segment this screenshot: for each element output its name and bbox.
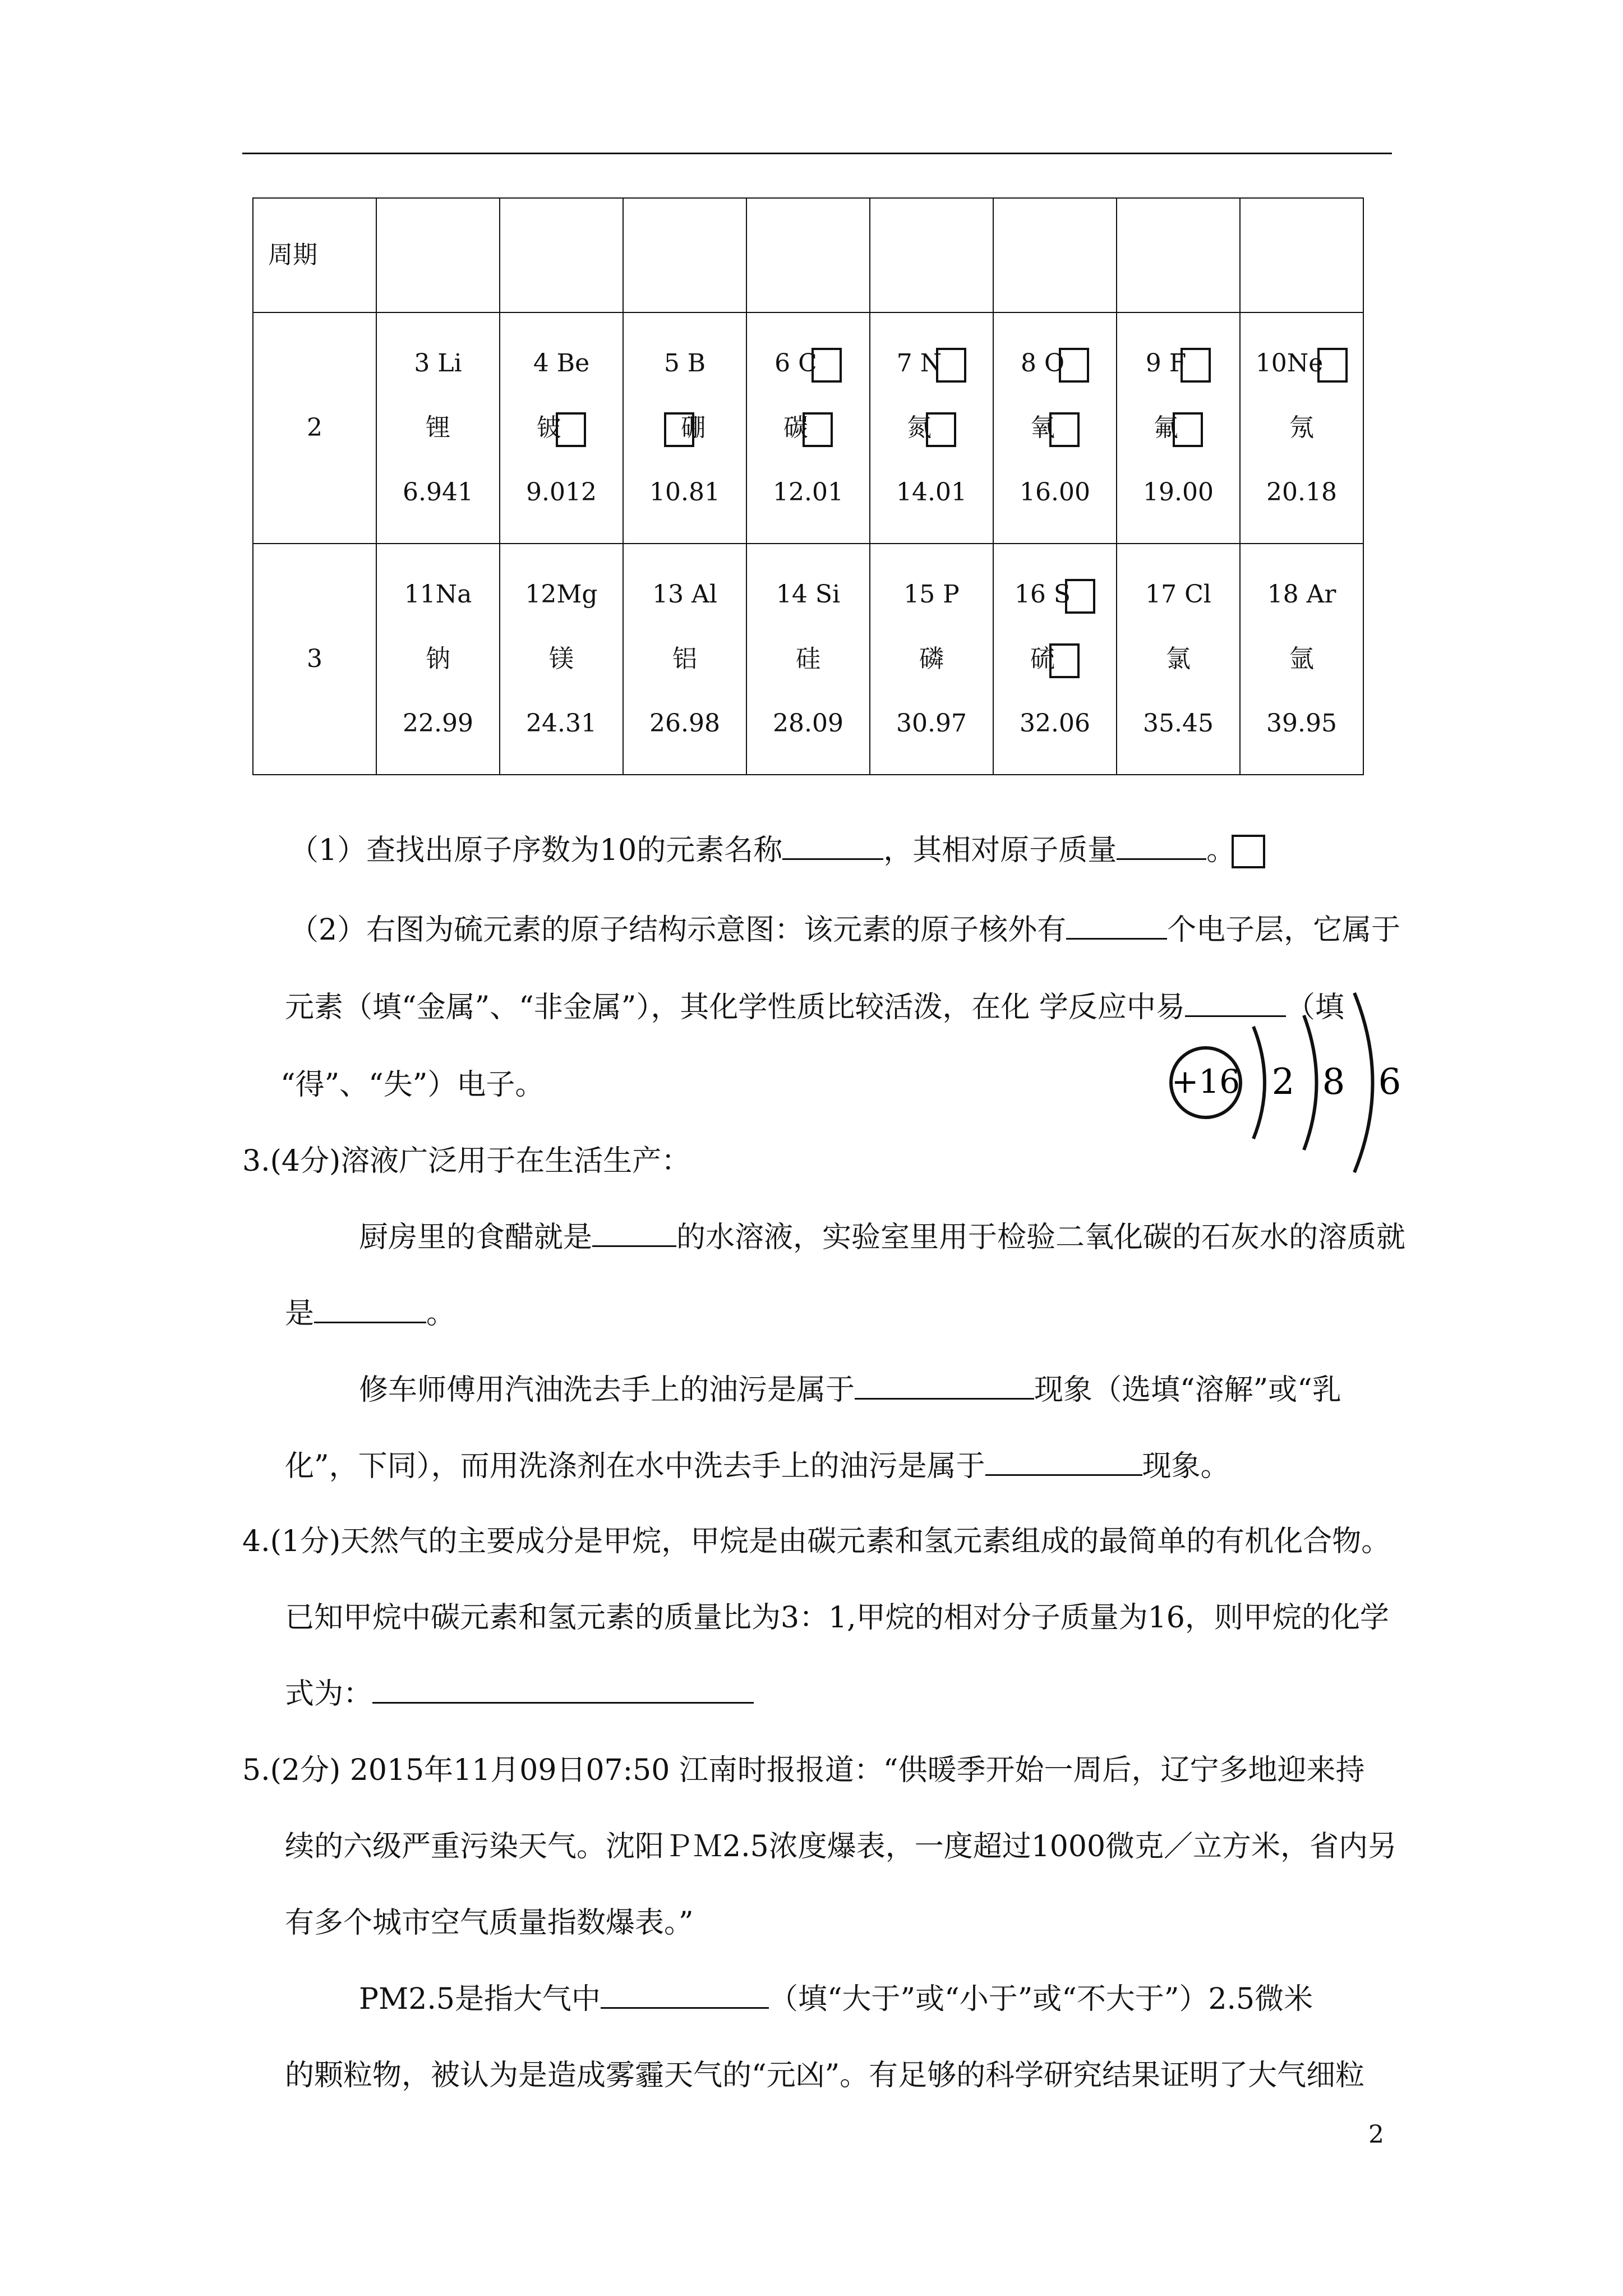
checkbox-mark xyxy=(1181,348,1211,383)
element-symbol: 5 B xyxy=(663,349,706,378)
element-name: 钠 xyxy=(426,645,450,673)
checkbox-mark xyxy=(811,348,842,383)
electron-shell-3 xyxy=(1354,993,1373,1172)
atomic-mass: 20.18 xyxy=(1266,478,1337,507)
shell-3-electrons: 6 xyxy=(1378,1061,1401,1103)
element-name: 硫 xyxy=(1030,642,1080,676)
periodic-table xyxy=(252,197,1364,775)
q5-line2: 续的六级严重污染天气。沈阳ＰＭ2.5浓度爆表，一度超过1000微克／立方米，省内另 xyxy=(285,1830,1398,1864)
q5-line1: 5.(2分) 2015年11月09日07:50 江南时报报道：“供暖季开始一周后，辽宁多地迎来持 xyxy=(242,1754,1365,1787)
atomic-mass: 22.99 xyxy=(403,709,473,738)
element-cell xyxy=(1117,544,1240,775)
element-cell xyxy=(993,312,1117,544)
element-cell xyxy=(623,312,746,544)
element-name: 碳 xyxy=(783,411,833,445)
checkbox-mark xyxy=(1317,348,1348,383)
q2-part2-line2: 元素（填“金属”、“非金属”），其化学性质比较活泼，在化 学反应中易 （填 xyxy=(285,991,1344,1024)
element-symbol: 8 O xyxy=(1021,347,1089,380)
element-name: 硼 xyxy=(664,411,706,445)
q5-line5: 的颗粒物，被认为是造成雾霾天气的“元凶”。有足够的科学研究结果证明了大气细粒 xyxy=(285,2059,1365,2092)
element-name: 铝 xyxy=(672,645,697,673)
q2-part2-line3: “得”、“失”）电子。 xyxy=(280,1068,545,1102)
q2-part1: （1）查找出原子序数为10的元素名称 ，其相对原子质量 。 xyxy=(289,834,1236,867)
element-name: 氟 xyxy=(1154,411,1203,445)
answer-blank[interactable] xyxy=(601,1985,769,2009)
checkbox-mark xyxy=(1049,643,1080,678)
electron-shell-1 xyxy=(1253,1027,1265,1139)
element-name: 氖 xyxy=(1289,413,1314,442)
atomic-mass: 14.01 xyxy=(896,478,967,507)
element-cell xyxy=(500,312,623,544)
q3-line3: 修车师傅用汽油洗去手上的油污是属于 现象（选填“溶解”或“乳 xyxy=(359,1373,1341,1407)
element-cell xyxy=(1117,312,1240,544)
checkbox-mark xyxy=(803,412,833,447)
q3-line4: 化”，下同），而用洗涤剂在水中洗去手上的油污是属于 现象。 xyxy=(285,1450,1230,1483)
element-symbol: 13 Al xyxy=(652,580,717,609)
element-cell xyxy=(376,544,500,775)
answer-blank[interactable] xyxy=(782,836,883,860)
q4-line2: 已知甲烷中碳元素和氢元素的质量比为3：1,甲烷的相对分子质量为16，则甲烷的化学 xyxy=(285,1601,1389,1635)
atomic-mass: 39.95 xyxy=(1266,709,1337,738)
element-symbol: 3 Li xyxy=(414,349,462,378)
checkbox-mark xyxy=(926,412,956,447)
checkbox-mark xyxy=(556,412,586,447)
q4-line3: 式为： xyxy=(285,1680,754,1709)
period-number: 3 xyxy=(253,544,376,775)
element-symbol: 16 S xyxy=(1015,578,1095,611)
element-name: 磷 xyxy=(919,645,944,673)
element-symbol: 4 Be xyxy=(533,349,590,378)
table-row xyxy=(253,544,1363,775)
element-name: 氩 xyxy=(1289,645,1314,673)
atomic-mass: 28.09 xyxy=(773,709,843,738)
q2-part2-line1: （2）右图为硫元素的原子结构示意图：该元素的原子核外有 个电子层，它属于 xyxy=(289,913,1401,947)
element-cell xyxy=(746,544,870,775)
atomic-mass: 19.00 xyxy=(1143,478,1214,507)
checkbox-mark xyxy=(1049,412,1080,447)
element-symbol: 18 Ar xyxy=(1267,580,1336,609)
atomic-mass: 26.98 xyxy=(649,709,720,738)
table-header-row xyxy=(253,198,1363,312)
q4-line1: 4.(1分)天然气的主要成分是甲烷，甲烷是由碳元素和氢元素组成的最简单的有机化合物。 xyxy=(242,1525,1391,1558)
answer-blank[interactable] xyxy=(314,1299,426,1323)
element-cell xyxy=(1240,544,1363,775)
q5-line3: 有多个城市空气质量指数爆表。” xyxy=(285,1906,694,1940)
atomic-mass: 35.45 xyxy=(1143,709,1214,738)
element-name: 氯 xyxy=(1166,645,1191,673)
element-symbol: 9 F xyxy=(1146,347,1211,380)
element-name: 铍 xyxy=(537,411,586,445)
checkbox-mark xyxy=(1232,835,1265,868)
page-number: 2 xyxy=(1368,2120,1384,2149)
period-header: 周期 xyxy=(253,198,376,312)
answer-blank[interactable] xyxy=(855,1375,1034,1400)
q3-line1: 厨房里的食醋就是 的水溶液，实验室里用于检验二氧化碳的石灰水的溶质就 xyxy=(359,1221,1406,1254)
element-symbol: 17 Cl xyxy=(1145,580,1211,609)
element-symbol: 10Ne xyxy=(1256,347,1348,380)
header-rule xyxy=(242,153,1392,154)
element-name: 锂 xyxy=(426,413,450,442)
element-cell xyxy=(623,544,746,775)
answer-blank[interactable] xyxy=(1066,915,1167,940)
element-symbol: 15 P xyxy=(903,580,960,609)
element-cell xyxy=(870,312,993,544)
atomic-mass: 24.31 xyxy=(526,709,597,738)
checkbox-mark xyxy=(1173,412,1203,447)
answer-blank[interactable] xyxy=(372,1680,754,1704)
checkbox-mark xyxy=(936,348,966,383)
element-name: 硅 xyxy=(796,645,820,673)
period-number: 2 xyxy=(253,312,376,544)
atomic-mass: 12.01 xyxy=(773,478,843,507)
element-symbol: 6 C xyxy=(774,347,842,380)
nucleus-charge: +16 xyxy=(1171,1062,1241,1101)
sulfur-atom-diagram xyxy=(1155,976,1424,1178)
atomic-mass: 32.06 xyxy=(1020,709,1090,738)
atomic-mass: 16.00 xyxy=(1020,478,1090,507)
electron-shell-2 xyxy=(1304,1015,1317,1150)
element-cell xyxy=(746,312,870,544)
element-symbol: 11Na xyxy=(404,580,472,609)
element-cell xyxy=(376,312,500,544)
checkbox-mark xyxy=(1059,348,1089,383)
q3-title: 3.(4分)溶液广泛用于在生活生产： xyxy=(242,1144,691,1178)
atomic-mass: 30.97 xyxy=(896,709,967,738)
element-name: 氧 xyxy=(1030,411,1080,445)
element-symbol: 12Mg xyxy=(525,580,598,609)
element-name: 镁 xyxy=(549,645,574,673)
q3-line2: 是 。 xyxy=(285,1297,456,1331)
element-cell xyxy=(1240,312,1363,544)
element-name: 氮 xyxy=(907,411,956,445)
table-row xyxy=(253,312,1363,544)
element-cell xyxy=(870,544,993,775)
atomic-mass: 6.941 xyxy=(403,478,473,507)
answer-blank[interactable] xyxy=(985,1452,1142,1476)
answer-blank[interactable] xyxy=(1117,836,1206,860)
q5-line4: PM2.5是指大气中 （填“大于”或“小于”或“不大于”）2.5微米 xyxy=(359,1982,1313,2016)
element-symbol: 7 N xyxy=(897,347,966,380)
shell-2-electrons: 8 xyxy=(1322,1061,1345,1103)
atomic-mass: 10.81 xyxy=(649,478,720,507)
element-cell xyxy=(500,544,623,775)
element-symbol: 14 Si xyxy=(776,580,841,609)
atomic-mass: 9.012 xyxy=(526,478,597,507)
answer-blank[interactable] xyxy=(592,1223,676,1247)
element-cell xyxy=(993,544,1117,775)
shell-1-electrons: 2 xyxy=(1271,1061,1295,1103)
checkbox-mark xyxy=(1065,579,1095,614)
